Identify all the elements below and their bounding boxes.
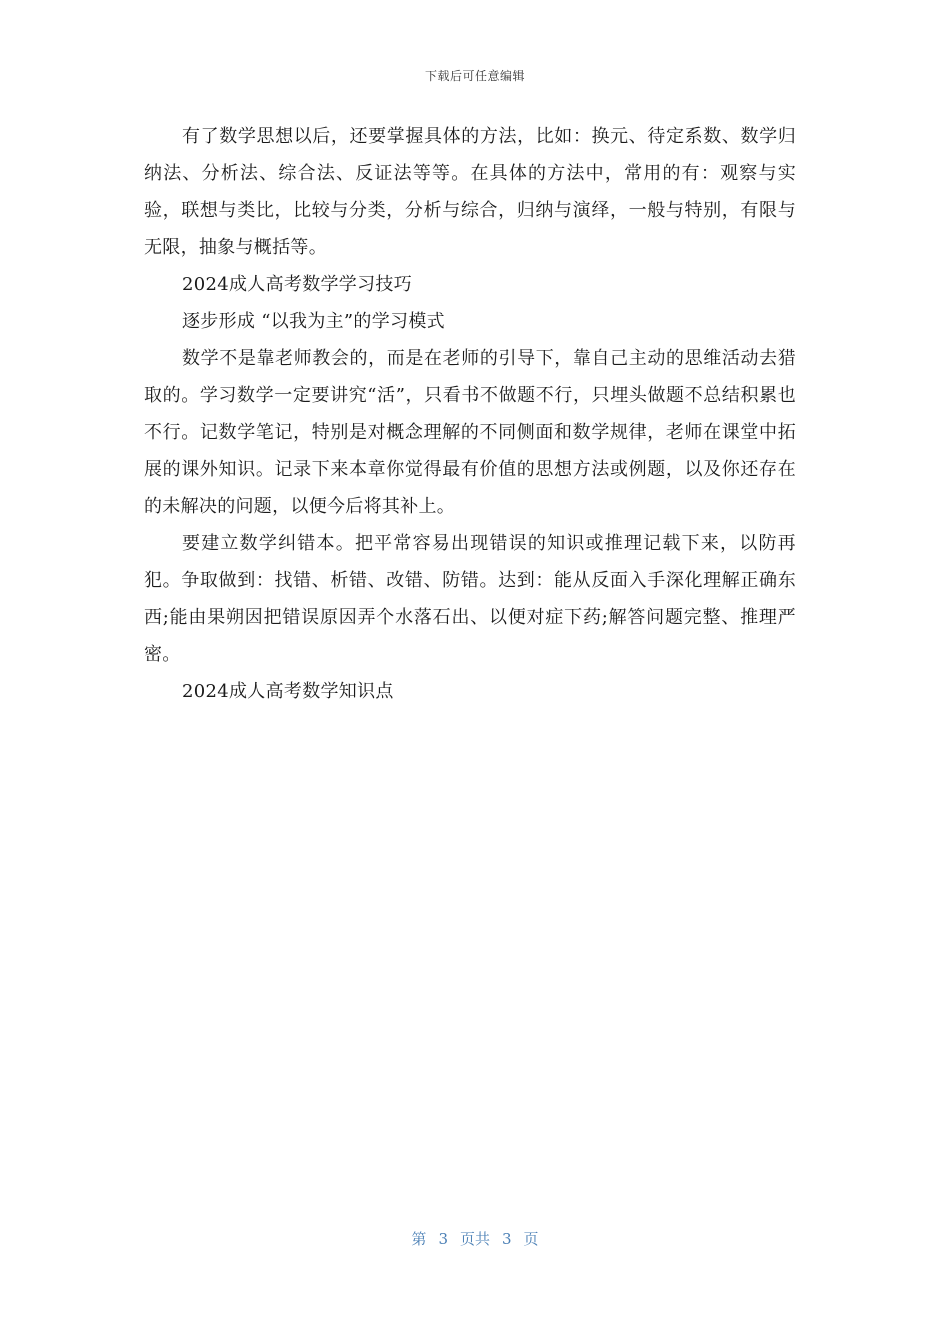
footer-label-of: 页共 bbox=[459, 1230, 490, 1248]
paragraph-math-methods: 有了数学思想以后，还要掌握具体的方法，比如：换元、待定系数、数学归纳法、分析法、综合法、反证法等等。在具体的方法中，常用的有：观察与实验，联想与类比，比较与分类，分析与综合，归纳与演绎，一般与特别，有限与无限，抽象与概括等。 bbox=[144, 126, 796, 258]
footer-current-page: 3 bbox=[438, 1230, 448, 1248]
subheading-learning-mode: 逐步形成 “以我为主”的学习模式 bbox=[182, 311, 445, 332]
section-heading-study-tips: 2024成人高考数学学习技巧 bbox=[182, 274, 413, 295]
section-heading-knowledge-points: 2024成人高考数学知识点 bbox=[182, 681, 394, 702]
paragraph-active-learning: 数学不是靠老师教会的，而是在老师的引导下，靠自己主动的思维活动去猎取的。学习数学一定要讲究“活”，只看书不做题不行，只埋头做题不总结积累也不行。记数学笔记，特别是对概念理解的不同侧面和数学规律，老师在课堂中拓展的课外知识。记录下来本章你觉得最有价值的思想方法或例题，以及你还存在的未解决的问题，以便今后将其补上。 bbox=[144, 348, 796, 517]
paragraph-error-notebook: 要建立数学纠错本。把平常容易出现错误的知识或推理记载下来，以防再犯。争取做到：找错、析错、改错、防错。达到：能从反面入手深化理解正确东西;能由果朔因把错误原因弄个水落石出、以便对症下药;解答问题完整、推理严密。 bbox=[144, 533, 796, 665]
footer-label-page: 第 bbox=[411, 1230, 427, 1248]
footer-label-end: 页 bbox=[523, 1230, 539, 1248]
document-body bbox=[144, 118, 796, 710]
footer-total-pages: 3 bbox=[502, 1230, 512, 1248]
page-header: 下载后可任意编辑 bbox=[424, 69, 525, 83]
page-footer bbox=[0, 1228, 950, 1249]
